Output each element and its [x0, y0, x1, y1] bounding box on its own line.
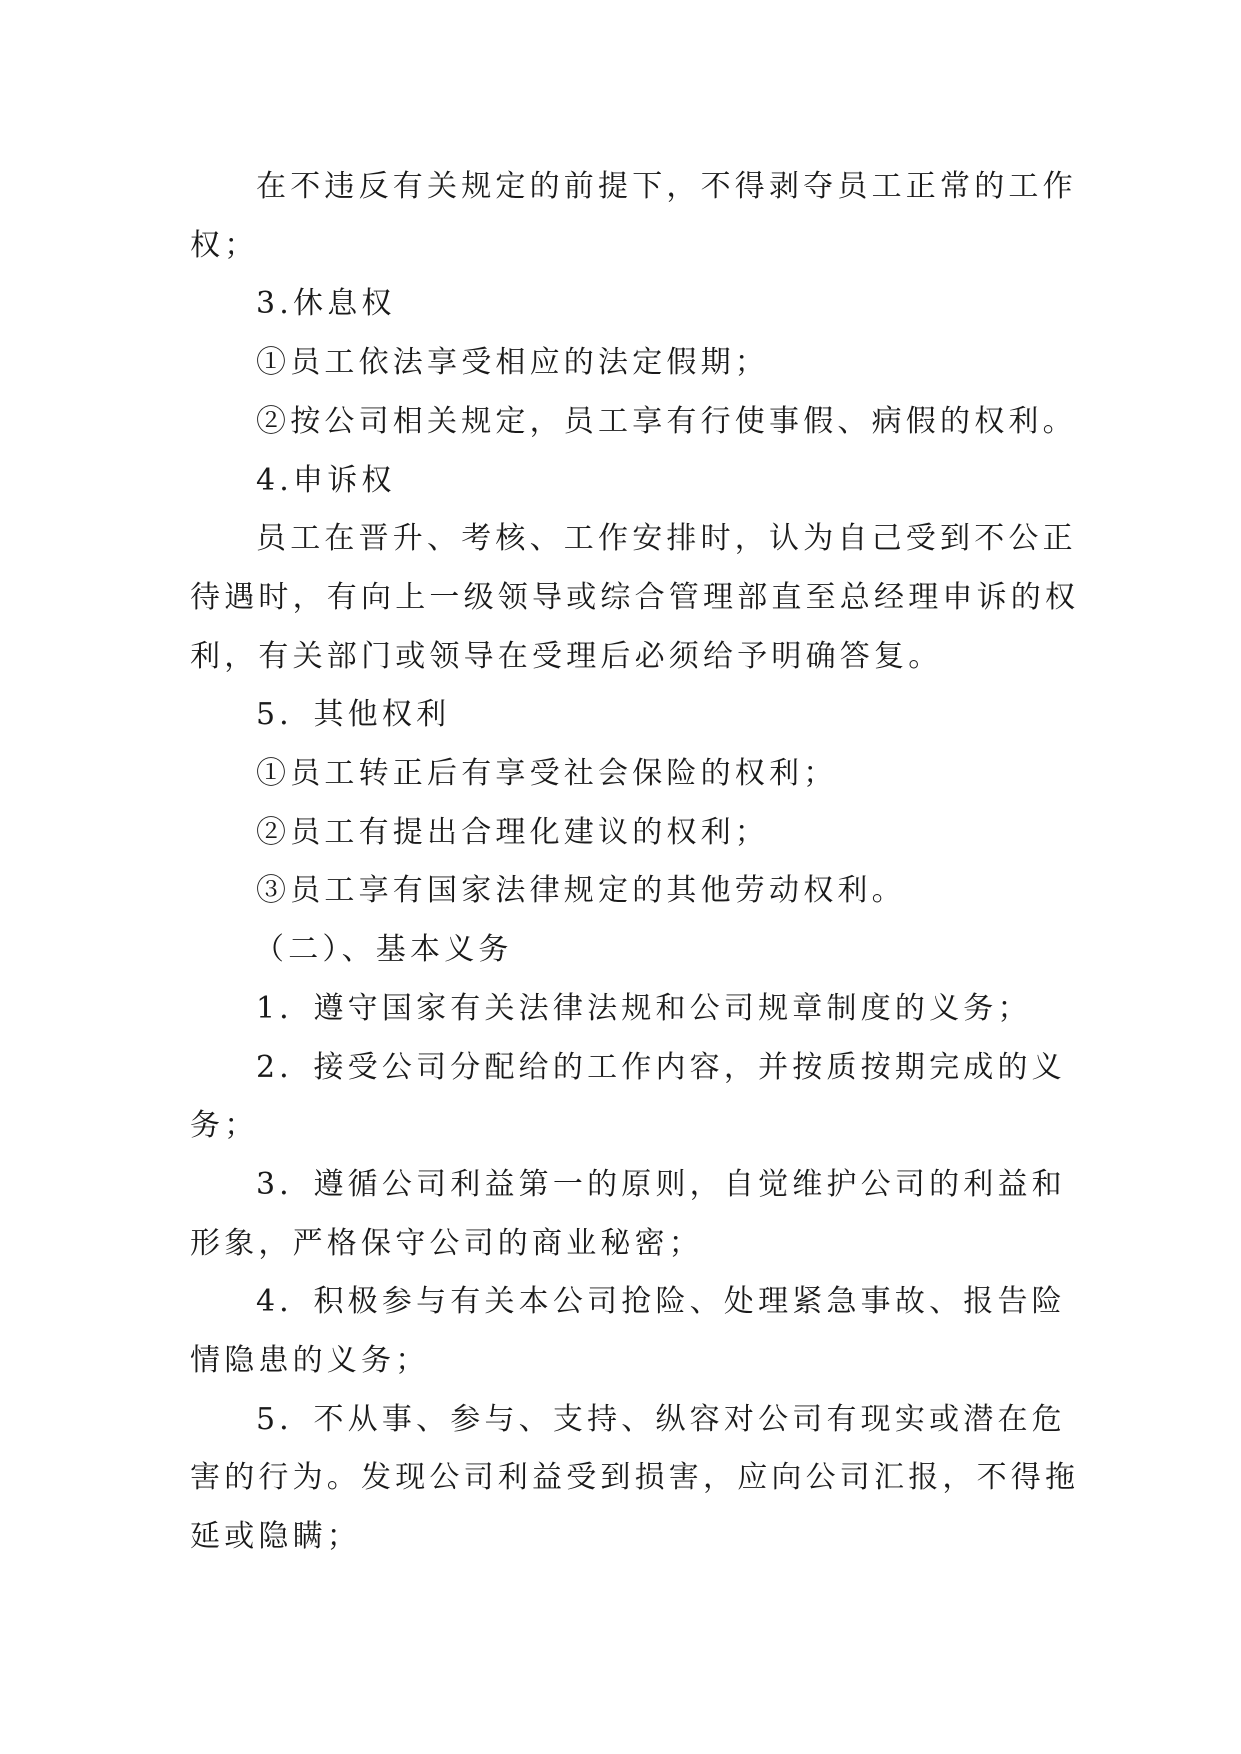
list-item [190, 980, 1050, 1039]
list-item [190, 393, 1077, 452]
list-item [190, 1039, 1066, 1156]
line: 4．积极参与有关本公司抢险、处理紧急事故、报告险 [256, 1284, 1066, 1320]
list-item [190, 1273, 1066, 1390]
line: ②员工有提出合理化建议的权利； [256, 814, 769, 850]
line: 形象，严格保守公司的商业秘密； [190, 1225, 703, 1261]
line: 利，有关部门或领导在受理后必须给予明确答复。 [190, 638, 943, 674]
line: 2．接受公司分配给的工作内容，并按质按期完成的义 [256, 1049, 1066, 1085]
line: 待遇时，有向上一级领导或综合管理部直至总经理申诉的权 [190, 579, 1080, 615]
document-body [190, 158, 1080, 1567]
list-item [190, 1156, 1066, 1273]
line: 情隐患的义务； [190, 1343, 430, 1379]
list-item [190, 862, 1050, 921]
line: ③员工享有国家法律规定的其他劳动权利。 [256, 873, 906, 909]
line: 3.休息权 [256, 286, 396, 322]
paragraph [190, 158, 1077, 275]
list-item [190, 1391, 1080, 1567]
line: 员工在晋升、考核、工作安排时，认为自己受到不公正 [256, 521, 1077, 557]
line: （二）、基本义务 [254, 932, 513, 968]
line: 延或隐瞒； [190, 1519, 361, 1555]
section-heading [190, 921, 1050, 980]
line: 权； [190, 227, 259, 263]
list-item [190, 334, 1050, 393]
section-heading [190, 686, 1050, 745]
line: 在不违反有关规定的前提下，不得剥夺员工正常的工作 [256, 169, 1077, 204]
list-item [190, 804, 1050, 863]
line: 害的行为。发现公司利益受到损害，应向公司汇报，不得拖 [190, 1460, 1080, 1496]
line: ②按公司相关规定，员工享有行使事假、病假的权利。 [256, 403, 1077, 439]
line: ①员工依法享受相应的法定假期； [256, 345, 769, 381]
paragraph [190, 510, 1080, 686]
section-heading [190, 275, 1050, 334]
line: 1．遵守国家有关法律法规和公司规章制度的义务； [256, 990, 1032, 1026]
line: 3．遵循公司利益第一的原则，自觉维护公司的利益和 [256, 1166, 1066, 1202]
line: 4.申诉权 [256, 462, 396, 498]
line: ①员工转正后有享受社会保险的权利； [256, 756, 838, 792]
section-heading [190, 452, 1050, 511]
line: 务； [190, 1108, 259, 1144]
list-item [190, 745, 1050, 804]
line: 5．其他权利 [256, 697, 451, 733]
line: 5．不从事、参与、支持、纵容对公司有现实或潜在危 [256, 1401, 1066, 1437]
